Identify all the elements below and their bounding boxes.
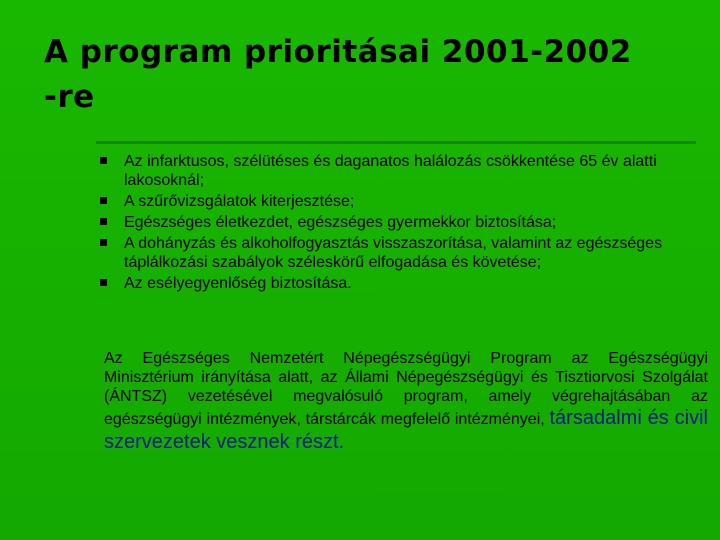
square-bullet-icon bbox=[100, 279, 107, 286]
description-emphasis: társadalmi és civil szervezetek vesznek részt. bbox=[104, 407, 709, 453]
priority-list bbox=[98, 152, 710, 295]
list-item-text: A dohányzás és alkoholfogyasztás visszaszorítása, valamint az egészséges táplálkozási szabályok széleskörű elfogadása és követése; bbox=[124, 235, 663, 271]
description-text: Az Egészséges Nemzetért Népegészségügyi Program az Egészségügyi Minisztérium irányítása alatt, az Állami Népegészségügyi és Tisztiorvosi Szolgálat (ÁNTSZ) vezetésével megvalósuló program, amely végrehajtásában az egészségügyi intézmények, társtárcák megfelelő intézményei, bbox=[104, 350, 708, 428]
square-bullet-icon bbox=[100, 197, 107, 204]
slide-title bbox=[44, 30, 694, 120]
list-item-text: Egészséges életkezdet, egészséges gyermekkor biztosítása; bbox=[124, 214, 557, 231]
square-bullet-icon bbox=[100, 239, 107, 246]
list-item bbox=[98, 213, 710, 232]
list-item bbox=[98, 234, 710, 272]
list-item-text: Az esélyegyenlőség biztosítása. bbox=[124, 275, 352, 292]
list-item-text: Az infarktusos, szélütéses és daganatos halálozás csökkentése 65 év alatti lakosoknál; bbox=[124, 153, 657, 189]
program-description bbox=[104, 349, 708, 454]
square-bullet-icon bbox=[100, 157, 107, 164]
list-item bbox=[98, 274, 710, 293]
title-line-2: -re bbox=[44, 79, 95, 115]
list-item bbox=[98, 192, 710, 211]
title-divider bbox=[96, 141, 696, 144]
list-item bbox=[98, 152, 710, 190]
list-item-text: A szűrővizsgálatok kiterjesztése; bbox=[124, 193, 355, 210]
square-bullet-icon bbox=[100, 218, 107, 225]
title-line-1: A program prioritásai 2001-2002 bbox=[44, 34, 632, 70]
